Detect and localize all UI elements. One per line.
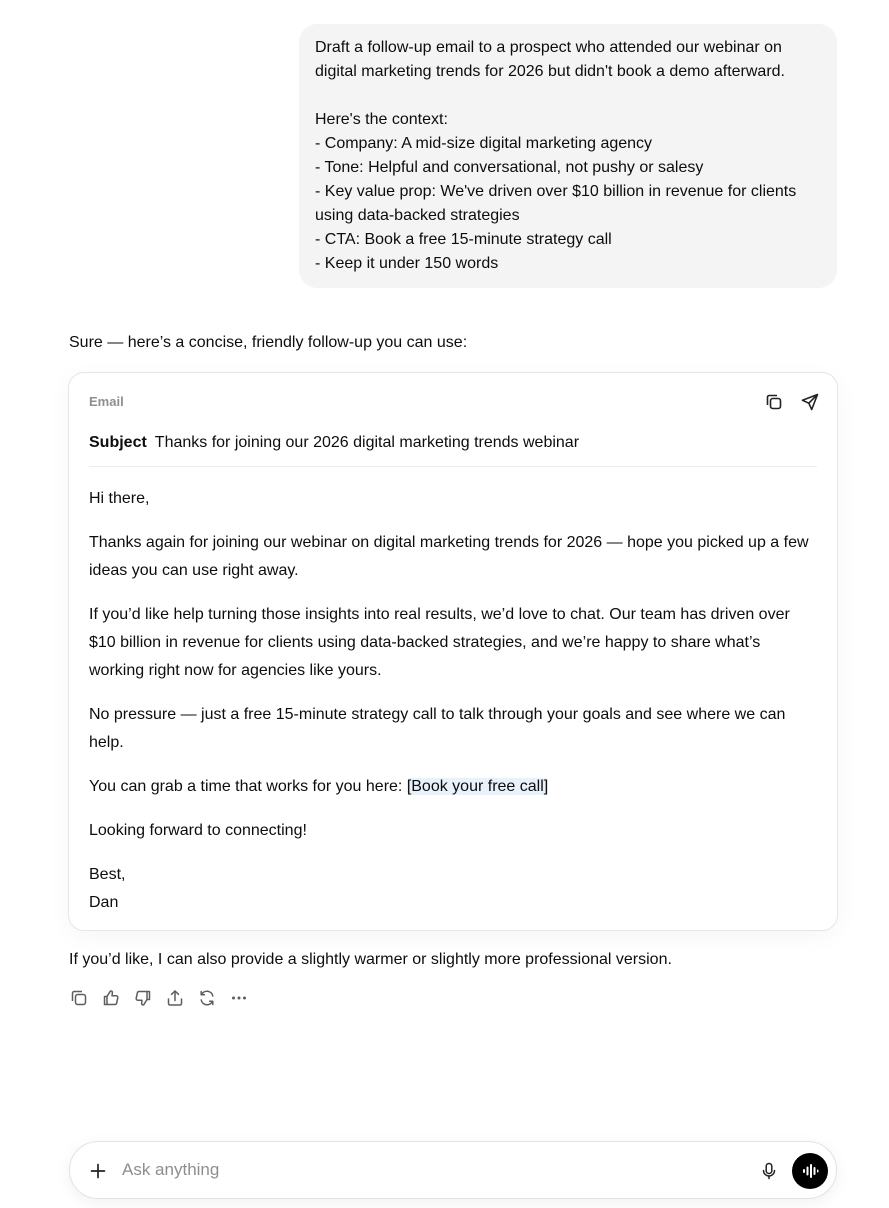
user-message-bubble — [299, 24, 837, 288]
email-paragraph: If you’d like help turning those insights into real results, we’d love to chat. Our team has driven over $10 billion in revenue for clients using data-backed strategies, and we’re happy to share what’s working right now for agencies like yours. — [89, 606, 790, 679]
more-icon — [229, 988, 249, 1008]
email-paragraph: Thanks again for joining our webinar on digital marketing trends for 2026 — hope you picked up a few ideas you can use right away. — [89, 534, 809, 579]
email-body — [89, 485, 809, 917]
bad-response-button[interactable] — [132, 987, 154, 1009]
composer — [69, 1141, 837, 1199]
copy-icon — [69, 988, 89, 1008]
more-options-button[interactable] — [228, 987, 250, 1009]
microphone-icon — [759, 1161, 779, 1181]
assistant-followup-text: If you’d like, I can also provide a slightly warmer or slightly more professional version. — [69, 951, 672, 968]
email-cta-text: You can grab a time that works for you here: — [89, 778, 407, 795]
email-card — [68, 372, 838, 931]
thumbs-up-icon — [101, 988, 121, 1008]
email-greeting: Hi there, — [89, 490, 150, 507]
good-response-button[interactable] — [100, 987, 122, 1009]
attach-button[interactable] — [87, 1160, 109, 1182]
dictate-button[interactable] — [758, 1160, 780, 1182]
thumbs-down-icon — [133, 988, 153, 1008]
copy-message-button[interactable] — [68, 987, 90, 1009]
send-email-button[interactable] — [799, 391, 821, 413]
user-message-paragraph: Draft a follow-up email to a prospect who attended our webinar on digital marketing trends for 2026 but didn't book a demo afterward. — [315, 39, 787, 80]
email-signoff: Best, — [89, 866, 126, 883]
subject-key: Subject — [89, 434, 147, 451]
subject-value: Thanks for joining our 2026 digital marketing trends webinar — [154, 434, 580, 451]
message-actions — [68, 987, 250, 1009]
share-button[interactable] — [164, 987, 186, 1009]
assistant-intro-text: Sure — here’s a concise, friendly follow-up you can use: — [69, 334, 468, 351]
voice-waveform-icon — [801, 1162, 819, 1180]
plus-icon — [88, 1161, 108, 1181]
email-card-actions — [763, 391, 821, 413]
email-paragraph: Looking forward to connecting! — [89, 822, 307, 839]
share-icon — [165, 988, 185, 1008]
email-label: Email — [89, 394, 124, 409]
user-message-paragraph: Here's the context: - Company: A mid-size digital marketing agency - Tone: Helpful and conversational, not pushy or salesy - Key value prop: We've driven over $10 billion in revenue for clients using data-backed strategies - CTA: Book a free 15-minute strategy call - Keep it under 150 words — [315, 111, 797, 272]
regenerate-button[interactable] — [196, 987, 218, 1009]
regenerate-icon — [197, 988, 217, 1008]
send-icon — [800, 392, 820, 412]
book-call-link[interactable]: [Book your free call] — [406, 778, 549, 795]
copy-icon — [764, 392, 784, 412]
email-subject-row — [89, 431, 817, 467]
email-cta-paragraph — [89, 773, 809, 801]
prompt-input[interactable] — [122, 1157, 722, 1183]
voice-mode-button[interactable] — [792, 1153, 828, 1189]
copy-email-button[interactable] — [763, 391, 785, 413]
email-paragraph: No pressure — just a free 15-minute strategy call to talk through your goals and see where we can help. — [89, 706, 786, 751]
email-signature: Dan — [89, 894, 119, 911]
